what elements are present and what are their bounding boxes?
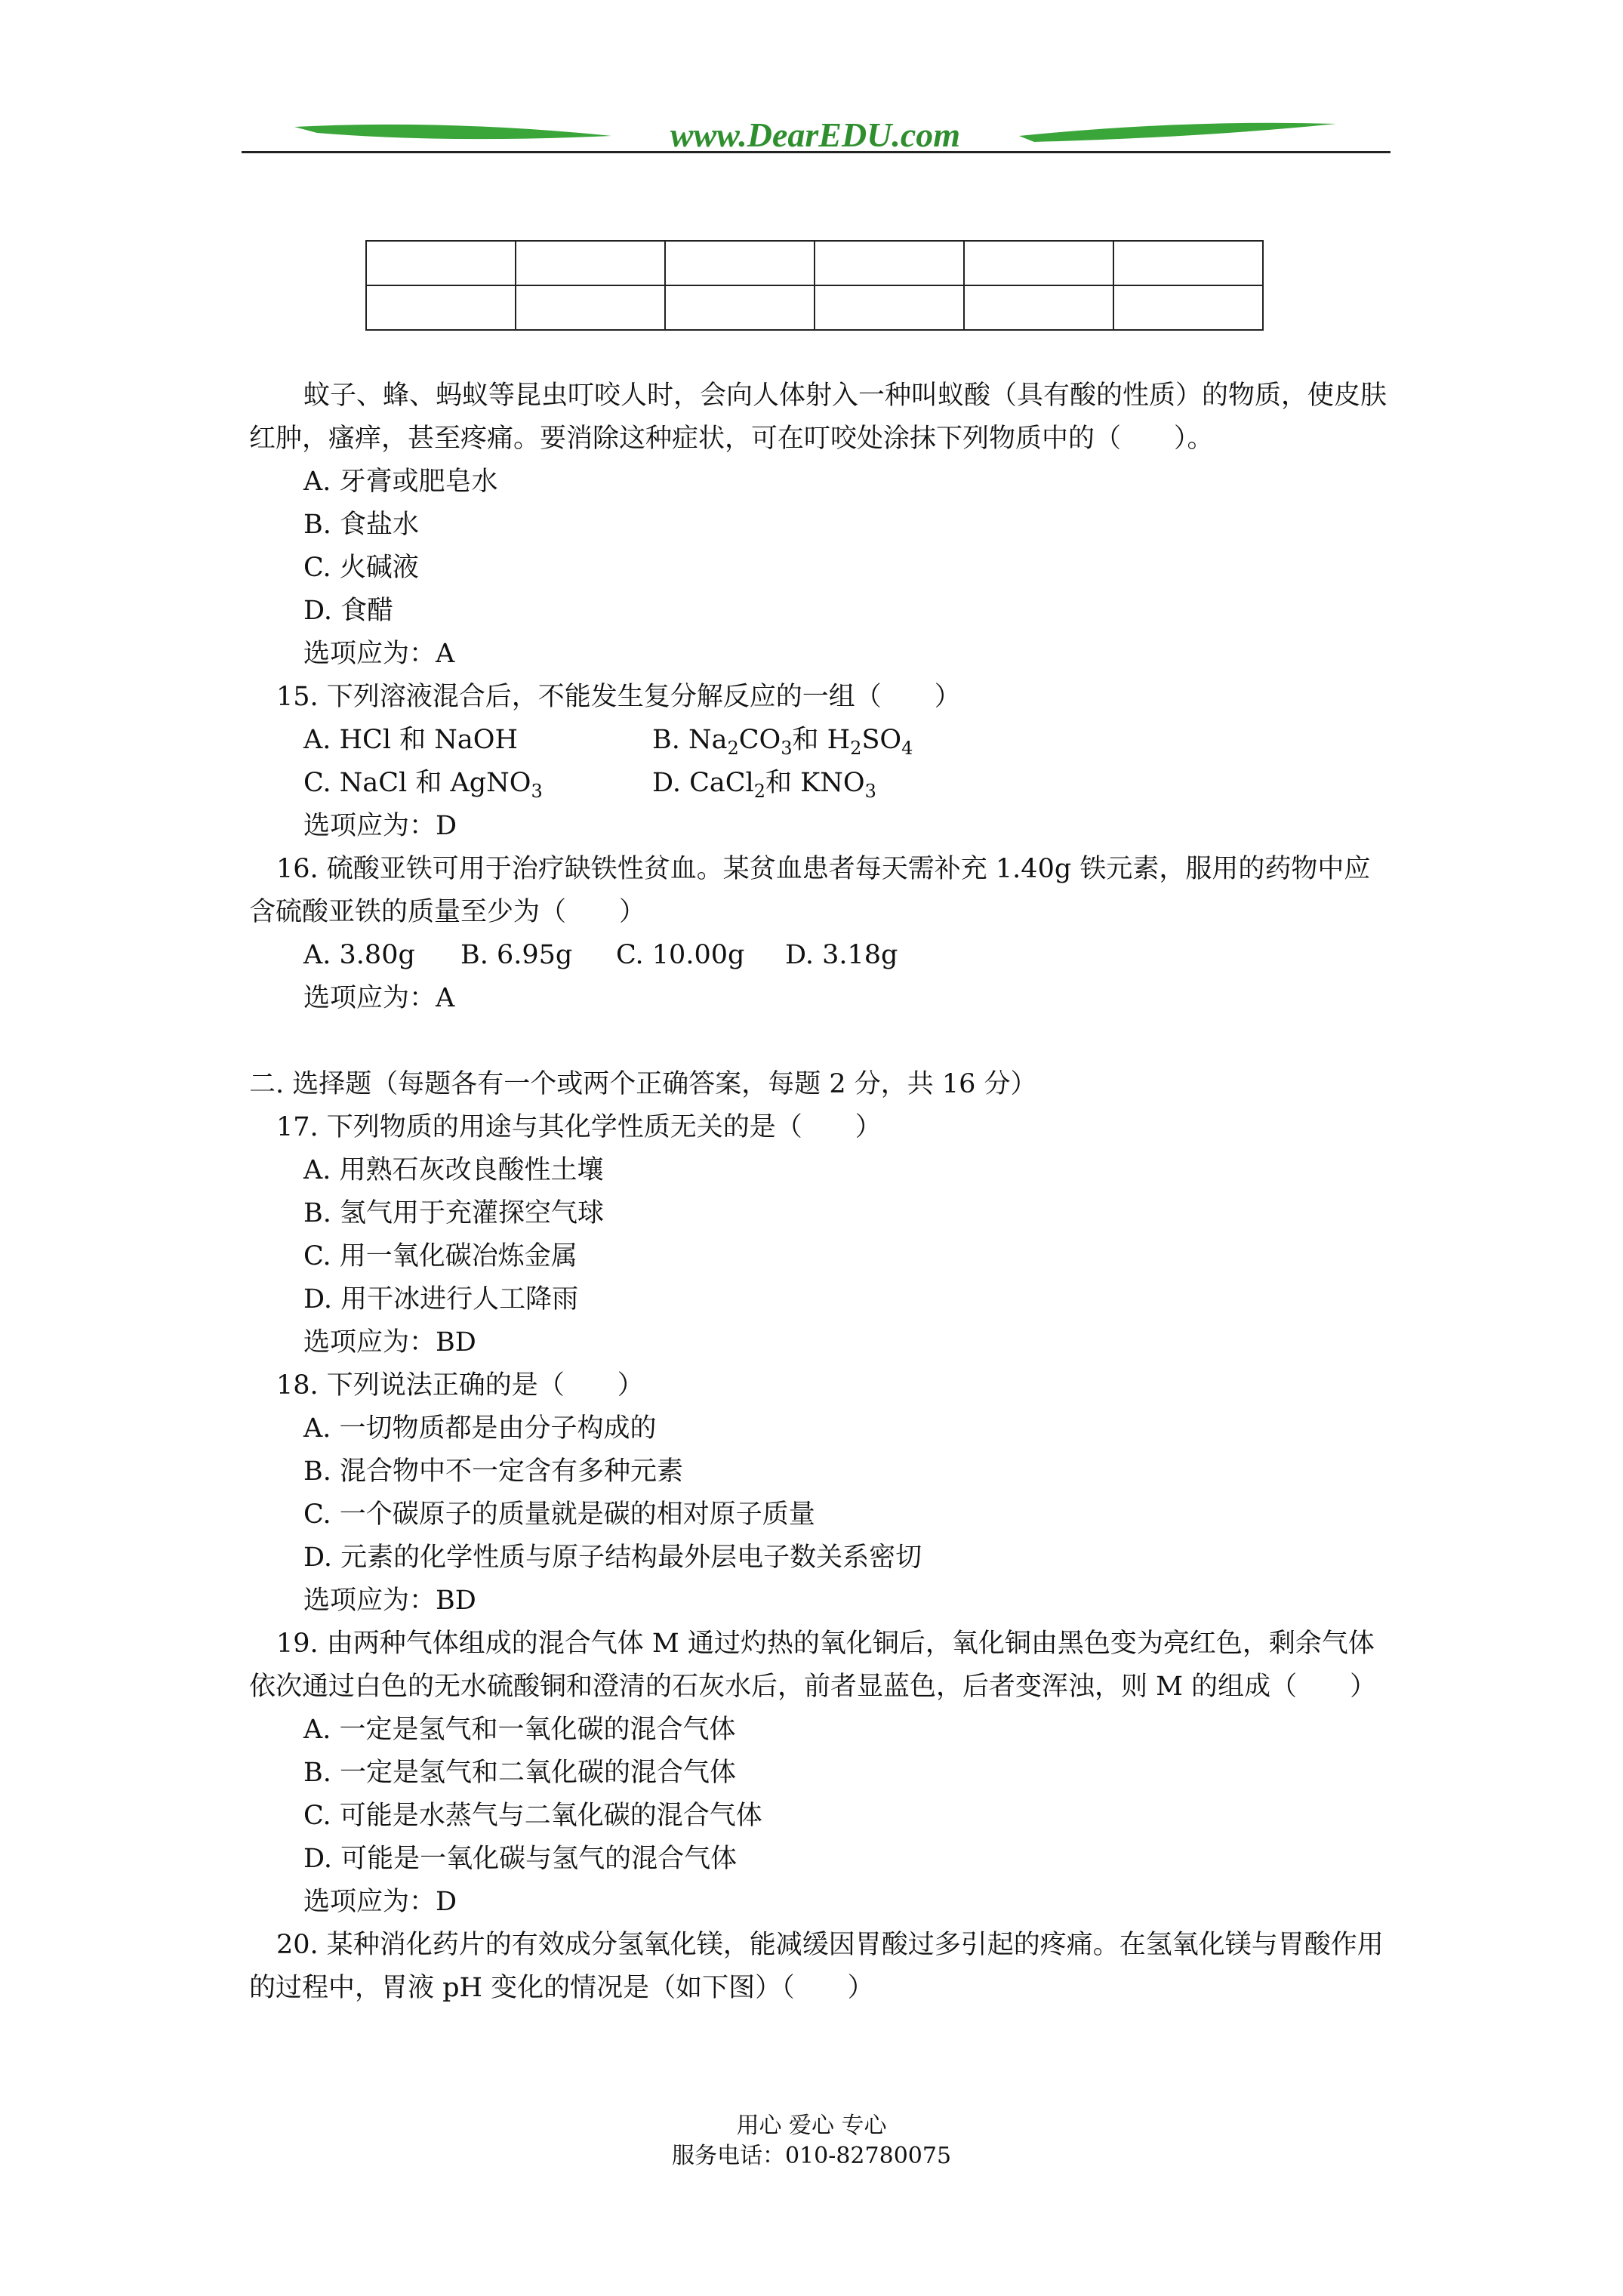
q18-option-a: A. 一切物质都是由分子构成的 (303, 1413, 657, 1444)
section-2-title: 二. 选择题（每题各有一个或两个正确答案，每题 2 分，共 16 分） (249, 1069, 1037, 1099)
table-cell (665, 241, 815, 285)
blank-answer-table (365, 240, 1264, 331)
q17-option-c: C. 用一氧化碳冶炼金属 (303, 1241, 577, 1271)
q19-option-a: A. 一定是氢气和一氧化碳的混合气体 (303, 1715, 736, 1745)
q16-option-b: B. 6.95g (460, 940, 573, 970)
logo-text: www.DearEDU.com (670, 116, 961, 154)
header-rule (242, 151, 1390, 153)
q18-option-b: B. 混合物中不一定含有多种元素 (303, 1456, 683, 1487)
q18-answer: 选项应为：BD (303, 1586, 476, 1616)
q15-options-row-2 (249, 762, 1389, 805)
table-cell (1113, 241, 1263, 285)
q15-option-d: D. CaCl$_2$和 $KNO_3$ (652, 768, 876, 802)
footer-phone: 服务电话：010-82780075 (671, 2143, 952, 2169)
q16-option-a: A. 3.80g (303, 940, 415, 970)
q18-option-c: C. 一个碳原子的质量就是碳的相对原子质量 (303, 1499, 815, 1530)
q19-answer: 选项应为：D (303, 1887, 457, 1917)
q14-stem: 蚊子、蜂、蚂蚁等昆虫叮咬人时，会向人体射入一种叫蚁酸（具有酸的性质）的物质，使皮肤红肿，瘙痒，甚至疼痛。要消除这种症状，可在叮咬处涂抹下列物质中的（ ）。 (249, 381, 1387, 454)
q14-option-c: C. 火碱液 (303, 553, 419, 583)
logo-right-swoosh-icon (1019, 123, 1336, 142)
table-cell (1113, 285, 1263, 330)
q17-stem: 17. 下列物质的用途与其化学性质无关的是（ ） (276, 1112, 882, 1142)
q14-option-a: A. 牙膏或肥皂水 (303, 467, 498, 497)
q14-option-b: B. 食盐水 (303, 510, 419, 540)
q14-option-d: D. 食醋 (303, 596, 394, 626)
page-footer (0, 2111, 1623, 2171)
table-row (366, 241, 1263, 285)
footer-slogan: 用心 爱心 专心 (736, 2113, 887, 2139)
q16-answer: 选项应为：A (303, 983, 455, 1013)
q15-option-b: B. $Na_2CO_3$和 $H_2SO_4$ (652, 725, 913, 759)
q17-option-b: B. 氢气用于充灌探空气球 (303, 1198, 604, 1228)
q15-option-a: A. HCl 和 NaOH (303, 725, 518, 755)
table-cell (516, 285, 665, 330)
q15-stem: 15. 下列溶液混合后，不能发生复分解反应的一组（ ） (276, 682, 961, 712)
q16-options-row (249, 934, 1389, 977)
q14-answer: 选项应为：A (303, 639, 455, 669)
q15-options-row-1 (249, 719, 1389, 762)
q19-option-c: C. 可能是水蒸气与二氧化碳的混合气体 (303, 1801, 762, 1831)
table-cell (964, 285, 1113, 330)
table-cell (516, 241, 665, 285)
table-cell (366, 285, 516, 330)
q19-option-d: D. 可能是一氧化碳与氢气的混合气体 (303, 1844, 738, 1874)
q16-stem: 16. 硫酸亚铁可用于治疗缺铁性贫血。某贫血患者每天需补充 1.40g 铁元素，服用的药物中应含硫酸亚铁的质量至少为（ ） (249, 854, 1371, 927)
q20-stem: 20. 某种消化药片的有效成分氢氧化镁，能减缓因胃酸过多引起的疼痛。在氢氧化镁与胃酸作用的过程中，胃液 pH 变化的情况是（如下图）（ ） (249, 1930, 1384, 2003)
q16-option-c: C. 10.00g (616, 940, 745, 970)
logo-left-swoosh-icon (294, 125, 611, 139)
q17-option-a: A. 用熟石灰改良酸性土壤 (303, 1155, 604, 1185)
table-row (366, 285, 1263, 330)
q15-option-c: C. NaCl 和 AgNO$_3$ (303, 768, 543, 802)
q18-stem: 18. 下列说法正确的是（ ） (276, 1370, 644, 1401)
q19-stem: 19. 由两种气体组成的混合气体 M 通过灼热的氧化铜后，氧化铜由黑色变为亮红色，剩余气体依次通过白色的无水硫酸铜和澄清的石灰水后，前者显蓝色，后者变浑浊，则 M 的组成（ ） (249, 1629, 1377, 1702)
q17-option-d: D. 用干冰进行人工降雨 (303, 1284, 579, 1314)
q17-answer: 选项应为：BD (303, 1327, 476, 1358)
table-cell (366, 241, 516, 285)
table-cell (815, 285, 964, 330)
site-logo (294, 112, 1351, 165)
q15-answer: 选项应为：D (303, 811, 457, 841)
q18-option-d: D. 元素的化学性质与原子结构最外层电子数关系密切 (303, 1542, 922, 1573)
question-content (249, 374, 1389, 2010)
table-cell (964, 241, 1113, 285)
q16-option-d: D. 3.18g (785, 940, 898, 970)
table-cell (815, 241, 964, 285)
table-cell (665, 285, 815, 330)
q19-option-b: B. 一定是氢气和二氧化碳的混合气体 (303, 1758, 736, 1788)
